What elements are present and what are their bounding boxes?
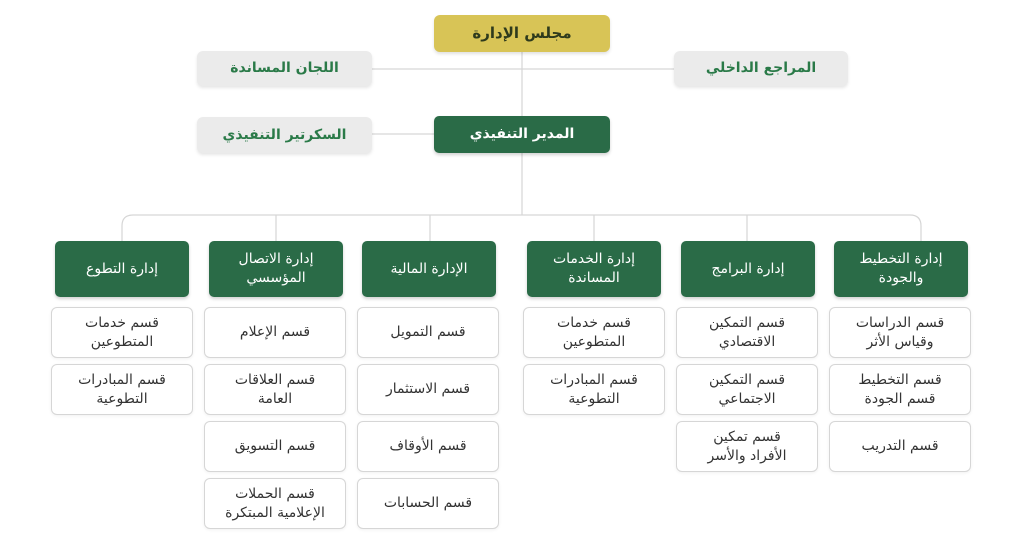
section-label: قسم العلاقات العامة	[234, 371, 316, 407]
section-box	[829, 364, 971, 415]
department-volunteering	[55, 241, 189, 297]
department-planning-quality	[834, 241, 968, 297]
section-box	[51, 307, 193, 358]
section-box	[204, 307, 346, 358]
section-box	[357, 364, 499, 415]
support-committees-label: اللجان المساندة	[230, 60, 339, 77]
section-label: قسم التمكين الاقتصادي	[708, 314, 786, 350]
internal-auditor-label: المراجع الداخلي	[705, 60, 817, 77]
section-label: قسم تمكين الأفراد والأسر	[707, 428, 787, 464]
department-finance	[362, 241, 496, 297]
department-label: إدارة التخطيط والجودة	[859, 251, 943, 286]
section-box	[829, 307, 971, 358]
section-box	[357, 307, 499, 358]
department-label: إدارة الخدمات المساندة	[552, 251, 636, 286]
section-box	[523, 307, 665, 358]
section-box	[829, 421, 971, 472]
department-support-services	[527, 241, 661, 297]
section-box	[51, 364, 193, 415]
section-box	[676, 364, 818, 415]
section-label: قسم الأوقاف	[389, 438, 467, 455]
section-label: قسم التسويق	[234, 438, 316, 455]
section-label: قسم التمكين الاجتماعي	[708, 371, 786, 407]
section-label: قسم الحملات الإعلامية المبتكرة	[225, 485, 325, 521]
section-box	[204, 364, 346, 415]
support-committees-box	[197, 51, 372, 86]
section-box	[523, 364, 665, 415]
board-of-directors-box	[434, 15, 610, 52]
section-box	[357, 421, 499, 472]
section-box	[676, 307, 818, 358]
department-label: إدارة الاتصال المؤسسي	[238, 251, 314, 286]
section-label: قسم التمويل	[390, 324, 466, 341]
section-label: قسم التدريب	[861, 438, 939, 455]
section-box	[676, 421, 818, 472]
executive-secretary-box	[197, 117, 372, 153]
section-label: قسم خدمات المتطوعين	[557, 314, 631, 350]
department-label: إدارة البرامج	[711, 260, 785, 277]
section-label: قسم خدمات المتطوعين	[85, 314, 159, 350]
department-label: إدارة التطوع	[86, 260, 159, 277]
section-label: قسم الاستثمار	[385, 381, 471, 398]
section-box	[357, 478, 499, 529]
section-box	[204, 478, 346, 529]
department-label: الإدارة المالية	[390, 260, 468, 277]
internal-auditor-box	[674, 51, 848, 86]
executive-director-box	[434, 116, 610, 153]
section-label: قسم الدراسات وقياس الأثر	[855, 314, 945, 350]
departments-branch-line	[122, 215, 921, 241]
department-corporate-communication	[209, 241, 343, 297]
executive-director-label: المدير التنفيذي	[469, 126, 575, 143]
section-label: قسم الحسابات	[383, 495, 473, 512]
section-box	[204, 421, 346, 472]
section-label: قسم التخطيط قسم الجودة	[858, 371, 942, 407]
section-label: قسم المبادرات التطوعية	[78, 371, 166, 407]
section-label: قسم المبادرات التطوعية	[550, 371, 638, 407]
executive-secretary-label: السكرتير التنفيذي	[222, 126, 347, 143]
board-label: مجلس الإدارة	[472, 24, 572, 43]
department-programs	[681, 241, 815, 297]
section-label: قسم الإعلام	[239, 324, 311, 341]
